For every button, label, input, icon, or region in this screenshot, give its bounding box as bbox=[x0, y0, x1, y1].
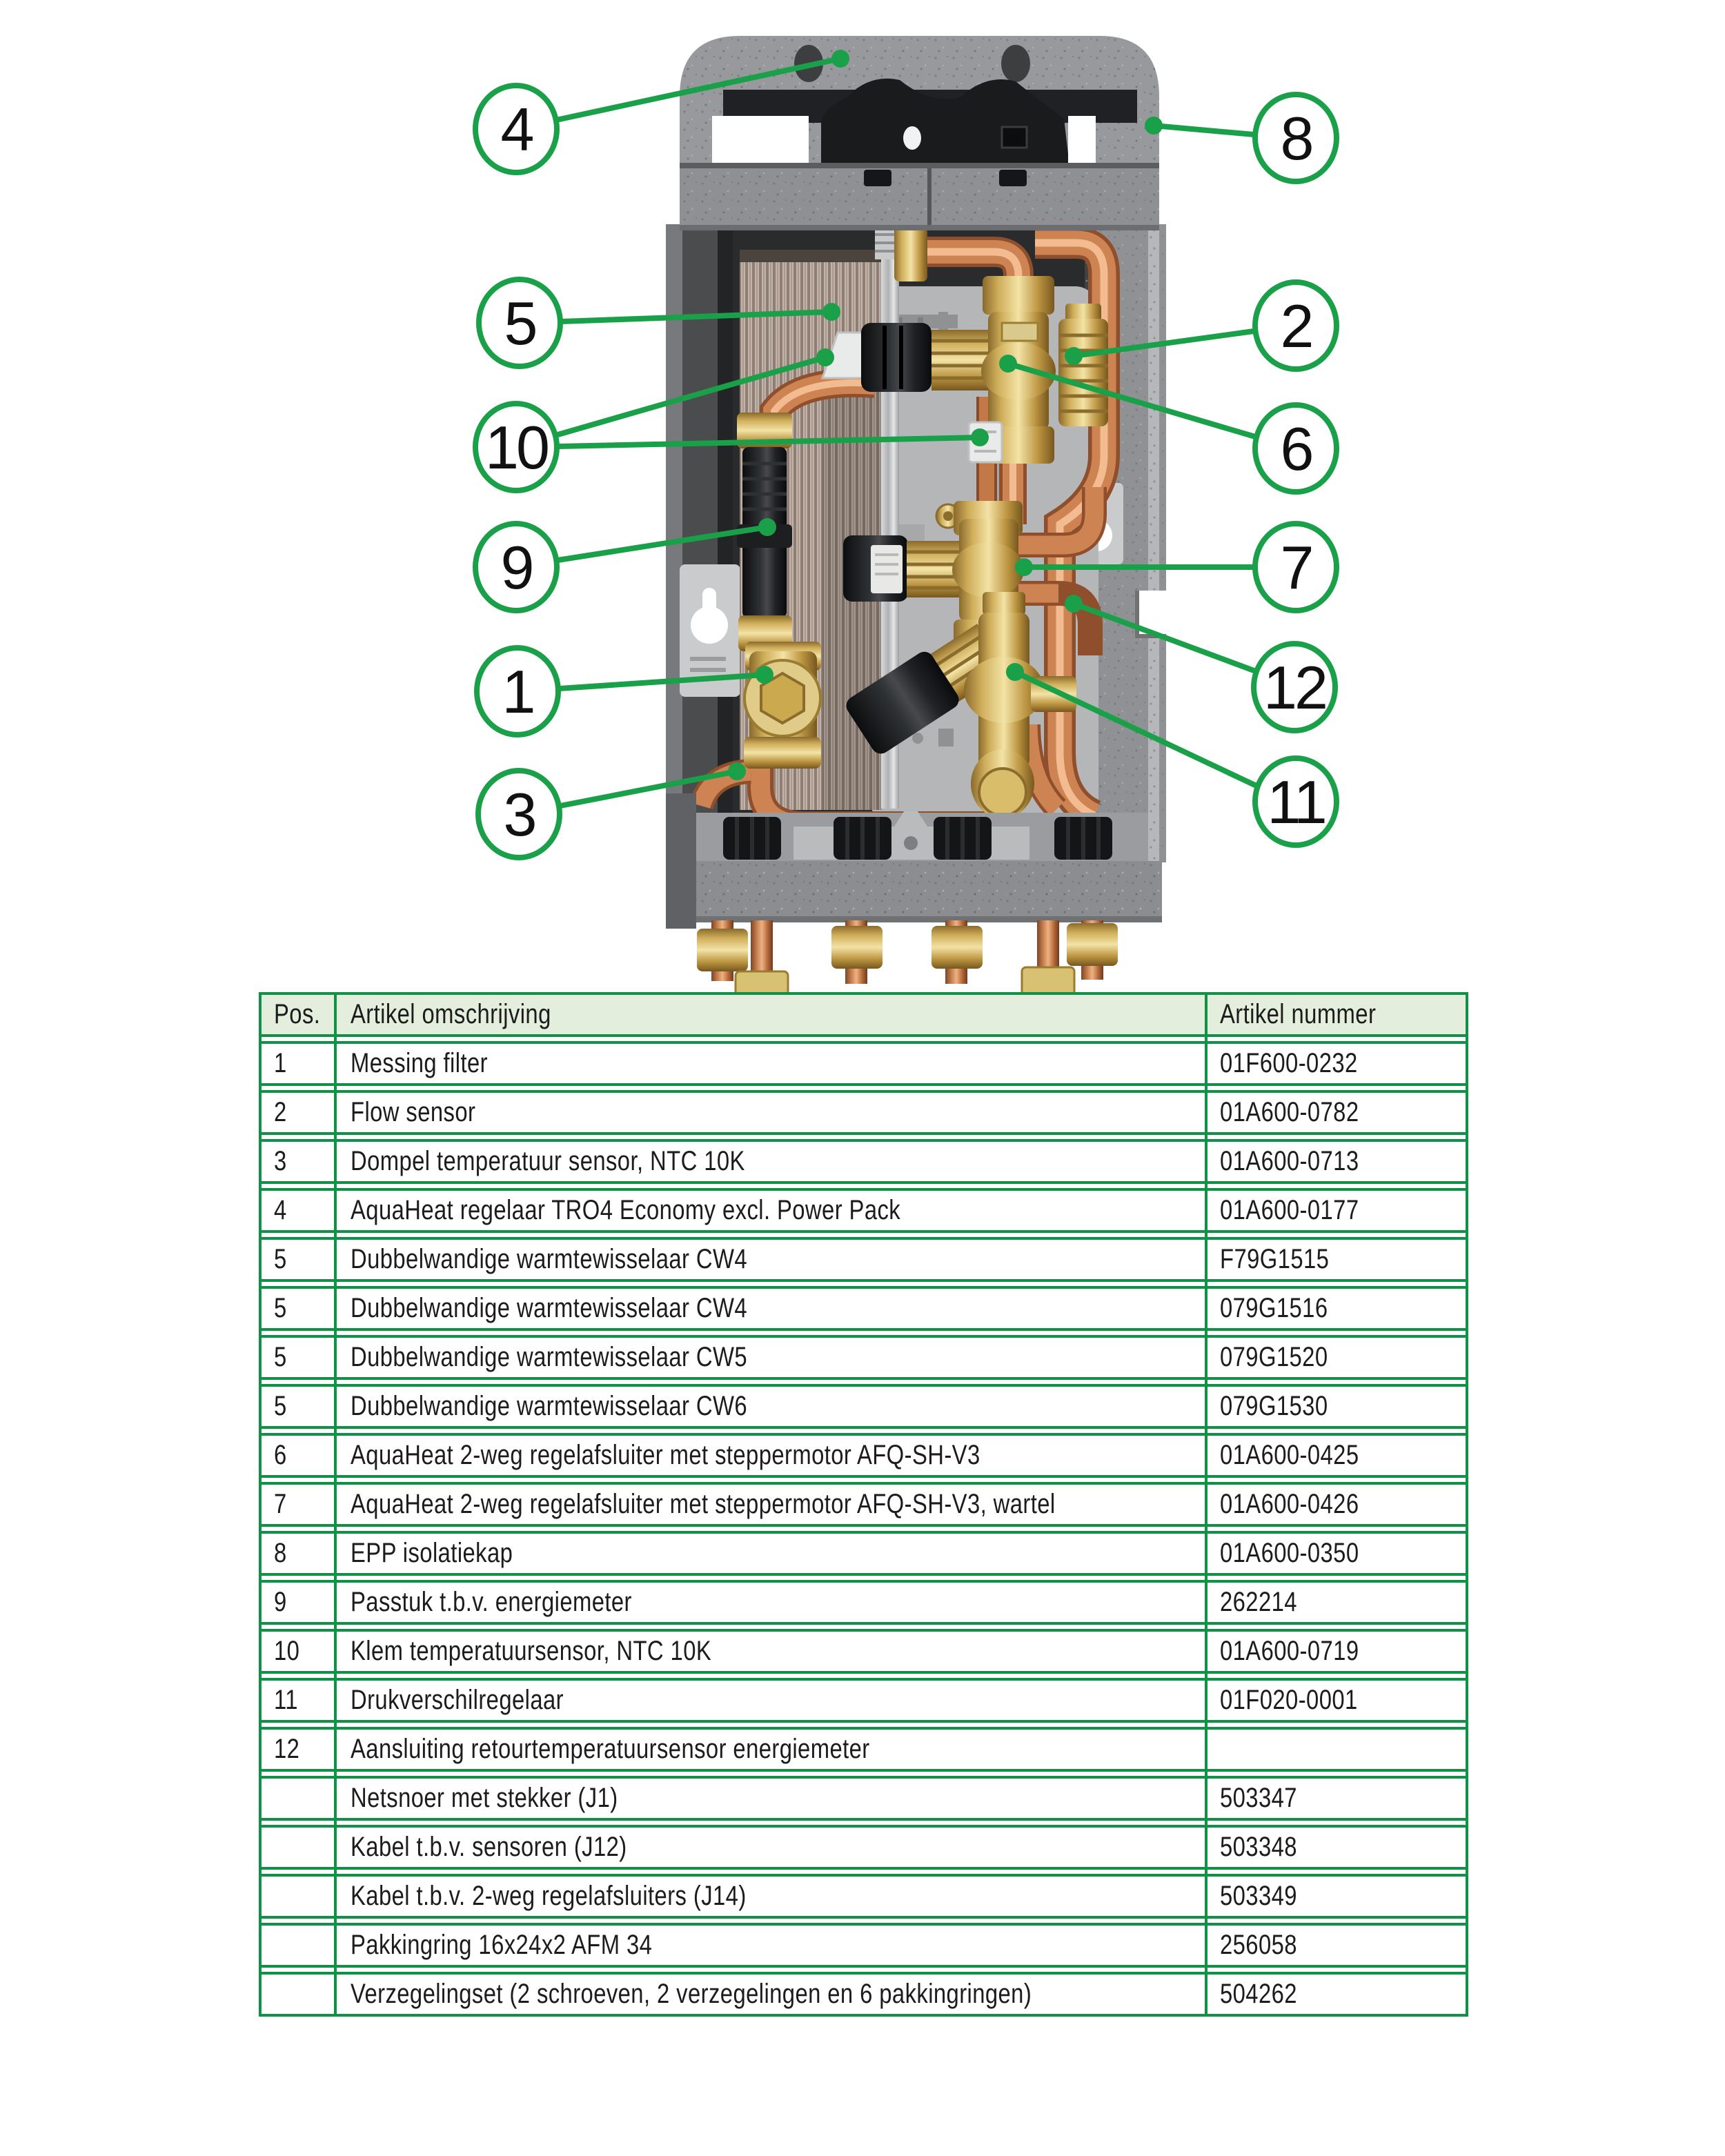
table-row bbox=[259, 1433, 1468, 1478]
table-row bbox=[259, 1776, 1468, 1821]
table-row bbox=[259, 1482, 1468, 1527]
artikel-nummer-cell: 503349 bbox=[1220, 1881, 1297, 1911]
description-cell: Kabel t.b.v. sensoren (J12) bbox=[351, 1832, 627, 1862]
callout-number: 9 bbox=[500, 533, 532, 602]
callout-number: 1 bbox=[502, 657, 533, 726]
epp-lower-lid bbox=[680, 168, 1159, 230]
artikel-nummer-cell: 079G1530 bbox=[1220, 1391, 1328, 1421]
description-cell: Kabel t.b.v. 2-weg regelafsluiters (J14) bbox=[351, 1881, 747, 1911]
header-pos: Pos. bbox=[274, 999, 321, 1029]
header-artikel-nummer: Artikel nummer bbox=[1220, 999, 1377, 1029]
description-cell: Flow sensor bbox=[351, 1097, 476, 1127]
table-row bbox=[259, 1874, 1468, 1919]
pos-cell: 4 bbox=[274, 1195, 287, 1225]
callout-number: 2 bbox=[1280, 292, 1312, 360]
callout-number: 3 bbox=[503, 780, 535, 849]
description-cell: Klem temperatuursensor, NTC 10K bbox=[351, 1636, 712, 1666]
artikel-nummer-cell bbox=[1205, 1730, 1468, 1769]
exchanger-top-fitting bbox=[894, 228, 927, 281]
callout-number: 12 bbox=[1263, 653, 1325, 722]
description-cell: AquaHeat 2-weg regelafsluiter met steppermotor AFQ-SH-V3, wartel bbox=[351, 1489, 1056, 1519]
callout-10 bbox=[475, 404, 557, 491]
steppermotor bbox=[861, 323, 931, 392]
table-body bbox=[259, 1041, 1468, 2017]
callout-2 bbox=[1255, 282, 1337, 369]
service-port bbox=[1002, 127, 1027, 148]
artikel-nummer-cell: 503348 bbox=[1220, 1832, 1297, 1862]
artikel-nummer-cell: 01A600-0426 bbox=[1220, 1489, 1359, 1519]
table-row bbox=[259, 1923, 1468, 1968]
callout-4 bbox=[475, 86, 557, 172]
table-row bbox=[259, 1825, 1468, 1870]
artikel-nummer-cell: 504262 bbox=[1220, 1979, 1297, 2009]
pos-cell: 5 bbox=[274, 1244, 287, 1274]
artikel-nummer-cell: 079G1516 bbox=[1220, 1293, 1328, 1323]
callout-number: 6 bbox=[1280, 415, 1312, 483]
table-row bbox=[259, 1580, 1468, 1625]
table-row bbox=[259, 1384, 1468, 1429]
callout-8 bbox=[1255, 95, 1337, 181]
flow-sensor bbox=[1058, 304, 1108, 426]
artikel-nummer-cell: 01A600-0350 bbox=[1220, 1538, 1359, 1568]
pos-cell bbox=[259, 1926, 334, 1965]
dompel-sensor-pocket bbox=[744, 737, 821, 769]
artikel-nummer-cell: 01F020-0001 bbox=[1220, 1685, 1358, 1715]
description-cell: Dompel temperatuur sensor, NTC 10K bbox=[351, 1146, 745, 1176]
messing-filter-valve bbox=[744, 642, 821, 769]
epp-top-cap bbox=[680, 36, 1159, 230]
description-cell: Verzegelingset (2 schroeven, 2 verzegelingen en 6 pakkingringen) bbox=[351, 1979, 1032, 2009]
table-row bbox=[259, 1335, 1468, 1380]
description-cell: Dubbelwandige warmtewisselaar CW4 bbox=[351, 1244, 748, 1274]
artikel-nummer-cell: 079G1520 bbox=[1220, 1342, 1328, 1372]
parts-diagram bbox=[0, 0, 1725, 1035]
description-cell: EPP isolatiekap bbox=[351, 1538, 513, 1568]
pos-cell: 11 bbox=[274, 1685, 298, 1715]
description-cell: Messing filter bbox=[351, 1048, 488, 1078]
led-indicator bbox=[903, 126, 921, 150]
table-row bbox=[259, 1041, 1468, 1086]
table-row bbox=[259, 1727, 1468, 1772]
pos-cell: 6 bbox=[274, 1440, 287, 1470]
table-border-right bbox=[1466, 992, 1468, 2017]
description-cell: Aansluiting retourtemperatuursensor energiemeter bbox=[351, 1734, 870, 1764]
artikel-nummer-cell: 01A600-0713 bbox=[1220, 1146, 1359, 1176]
callout-number: 5 bbox=[504, 289, 535, 357]
pos-cell: 8 bbox=[274, 1538, 287, 1568]
artikel-nummer-cell: 262214 bbox=[1220, 1587, 1297, 1617]
table-row bbox=[259, 1188, 1468, 1233]
heat-interface-unit-illustration bbox=[666, 36, 1166, 1018]
pos-cell: 9 bbox=[274, 1587, 287, 1617]
pos-cell: 5 bbox=[274, 1391, 287, 1421]
description-cell: Drukverschilregelaar bbox=[351, 1685, 564, 1715]
table-divider-2 bbox=[1205, 992, 1208, 2017]
callout-11 bbox=[1255, 758, 1337, 845]
pos-cell bbox=[259, 1828, 334, 1867]
table-row bbox=[259, 1286, 1468, 1331]
callout-6 bbox=[1255, 405, 1337, 492]
description-cell: Pakkingring 16x24x2 AFM 34 bbox=[351, 1930, 653, 1960]
table-row bbox=[259, 1237, 1468, 1282]
callout-number: 8 bbox=[1280, 104, 1312, 172]
callout-1 bbox=[477, 648, 558, 735]
callout-number: 4 bbox=[500, 95, 532, 164]
callout-number: 10 bbox=[485, 413, 547, 482]
pos-cell: 2 bbox=[274, 1097, 287, 1127]
artikel-nummer-cell: 256058 bbox=[1220, 1930, 1297, 1960]
artikel-nummer-cell: F79G1515 bbox=[1220, 1244, 1330, 1274]
pos-cell: 7 bbox=[274, 1489, 287, 1519]
description-cell: Dubbelwandige warmtewisselaar CW6 bbox=[351, 1391, 748, 1421]
header-description: Artikel omschrijving bbox=[351, 999, 551, 1029]
artikel-nummer-cell: 503347 bbox=[1220, 1783, 1297, 1813]
callout-12 bbox=[1254, 644, 1335, 731]
pos-cell bbox=[259, 1975, 334, 2014]
callout-number: 11 bbox=[1267, 768, 1325, 836]
pos-cell: 3 bbox=[274, 1146, 287, 1176]
callout-number: 7 bbox=[1280, 533, 1312, 602]
description-cell: AquaHeat regelaar TRO4 Economy excl. Power Pack bbox=[351, 1195, 901, 1225]
mounting-hole-right bbox=[1001, 45, 1030, 82]
description-cell: Netsnoer met stekker (J1) bbox=[351, 1783, 618, 1813]
description-cell: Dubbelwandige warmtewisselaar CW4 bbox=[351, 1293, 748, 1323]
table-border-left bbox=[259, 992, 262, 2017]
pos-cell: 5 bbox=[274, 1293, 287, 1323]
table-row bbox=[259, 1139, 1468, 1184]
pos-cell: 1 bbox=[274, 1048, 287, 1078]
table-header-row bbox=[259, 992, 1468, 1037]
artikel-nummer-cell: 01A600-0425 bbox=[1220, 1440, 1359, 1470]
artikel-nummer-cell: 01A600-0719 bbox=[1220, 1636, 1359, 1666]
description-cell: Passtuk t.b.v. energiemeter bbox=[351, 1587, 632, 1617]
table-row bbox=[259, 1972, 1468, 2017]
callout-5 bbox=[479, 279, 560, 366]
pos-cell bbox=[259, 1779, 334, 1818]
artikel-nummer-cell: 01A600-0177 bbox=[1220, 1195, 1359, 1225]
artikel-nummer-cell: 01F600-0232 bbox=[1220, 1048, 1358, 1078]
callout-9 bbox=[475, 524, 557, 611]
pos-cell: 5 bbox=[274, 1342, 287, 1372]
table-row bbox=[259, 1678, 1468, 1723]
table-divider-1 bbox=[334, 992, 337, 2017]
pos-cell bbox=[259, 1877, 334, 1916]
parts-table bbox=[259, 992, 1468, 2021]
description-cell: Dubbelwandige warmtewisselaar CW5 bbox=[351, 1342, 748, 1372]
artikel-nummer-cell: 01A600-0782 bbox=[1220, 1097, 1359, 1127]
base-assembly bbox=[666, 793, 1162, 929]
table-row bbox=[259, 1531, 1468, 1576]
pos-cell: 12 bbox=[274, 1734, 300, 1764]
description-cell: AquaHeat 2-weg regelafsluiter met steppermotor AFQ-SH-V3 bbox=[351, 1440, 980, 1470]
table-row bbox=[259, 1090, 1468, 1135]
table-row bbox=[259, 1629, 1468, 1674]
callout-3 bbox=[478, 771, 560, 858]
pos-cell: 10 bbox=[274, 1636, 300, 1666]
callout-7 bbox=[1255, 524, 1337, 611]
